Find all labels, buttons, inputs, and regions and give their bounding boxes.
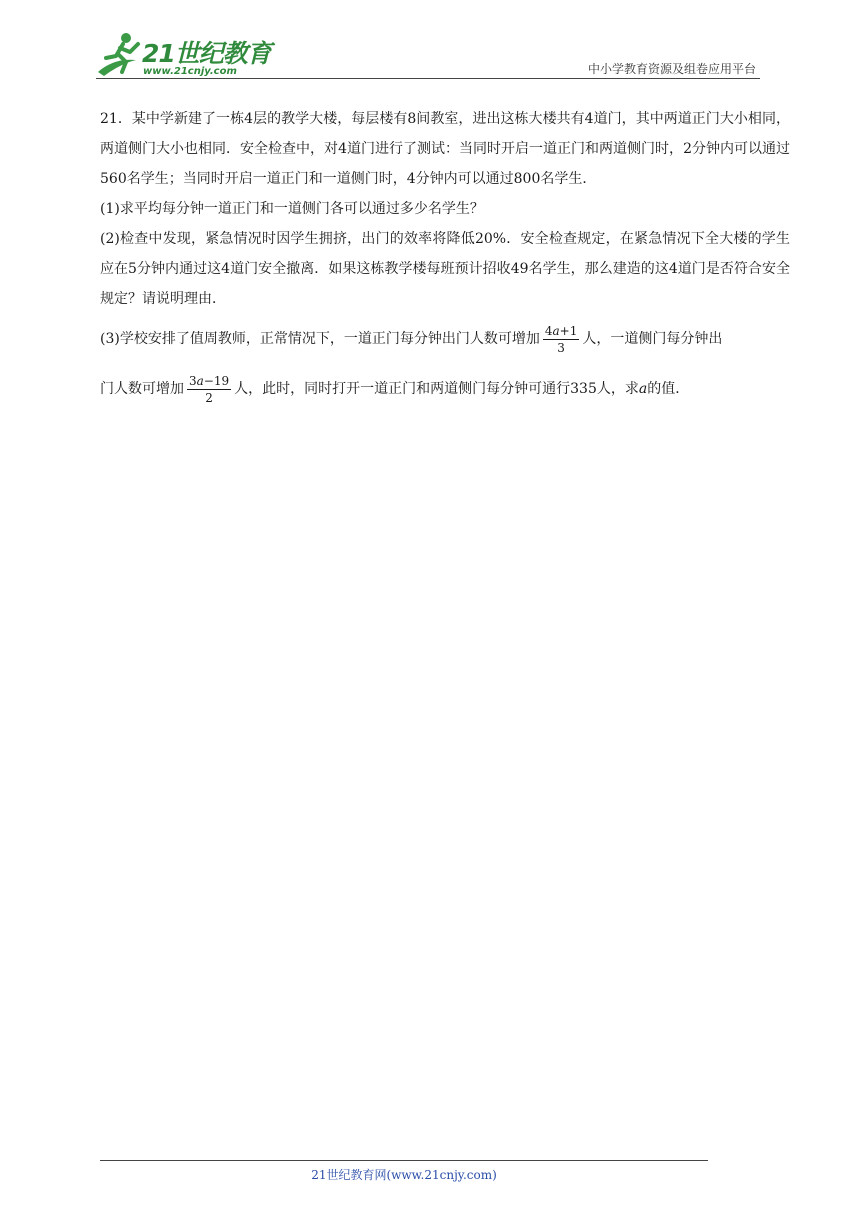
header-divider [96, 78, 760, 79]
brand-name: 21世纪教育 [142, 39, 271, 68]
problem-part-3-line-2 [100, 364, 790, 414]
running-figure-icon [96, 30, 146, 78]
brand-logo [96, 30, 271, 80]
fraction-side-gate-increase [187, 373, 231, 406]
part-3-text-b: 人，一道侧门每分钟出 [582, 331, 723, 347]
part-3-text-c: 门人数可增加 [100, 381, 184, 397]
fraction-numerator: 3a−19 [189, 373, 230, 388]
problem-part-2: (2)检查中发现，紧急情况时因学生拥挤，出门的效率将降低20%．安全检查规定，在紧急情况下全大楼的学生应在5分钟内通过这4道门安全撤离．如果这栋教学楼每班预计招收49名学生，那么建造的这4道门是否符合安全规定？请说明理由． [100, 231, 790, 307]
page-header [0, 0, 860, 90]
part-3-text-e: 的值． [647, 381, 690, 397]
fraction-numerator: 4a+1 [544, 323, 578, 338]
problem-part-3-line-1 [100, 314, 790, 364]
variable-a: a [638, 381, 648, 397]
footer-divider [100, 1160, 708, 1161]
header-tagline: 中小学教育资源及组卷应用平台 [587, 62, 756, 76]
footer-source: 21世纪教育网(www.21cnjy.com) [311, 1168, 497, 1182]
part-3-text-a: (3)学校安排了值周教师，正常情况下，一道正门每分钟出门人数可增加 [100, 331, 540, 347]
part-3-text-d: 人，此时，同时打开一道正门和两道侧门每分钟可通行335人，求 [234, 381, 639, 397]
fraction-denominator: 3 [557, 340, 565, 355]
problem-intro: 21．某中学新建了一栋4层的教学大楼，每层楼有8间教室，进出这栋大楼共有4道门，其中两道正门大小相同，两道侧门大小也相同．安全检查中，对4道门进行了测试：当同时开启一道正门和两道侧门时，2分钟内可以通过560名学生；当同时开启一道正门和一道侧门时，4分钟内可以通过800名学生． [100, 111, 790, 187]
problem-body [100, 104, 790, 414]
problem-part-1: (1)求平均每分钟一道正门和一道侧门各可以通过多少名学生？ [100, 201, 484, 217]
fraction-gate-increase [543, 323, 580, 356]
brand-url: www.21cnjy.com [143, 66, 237, 77]
fraction-denominator: 2 [205, 390, 213, 405]
